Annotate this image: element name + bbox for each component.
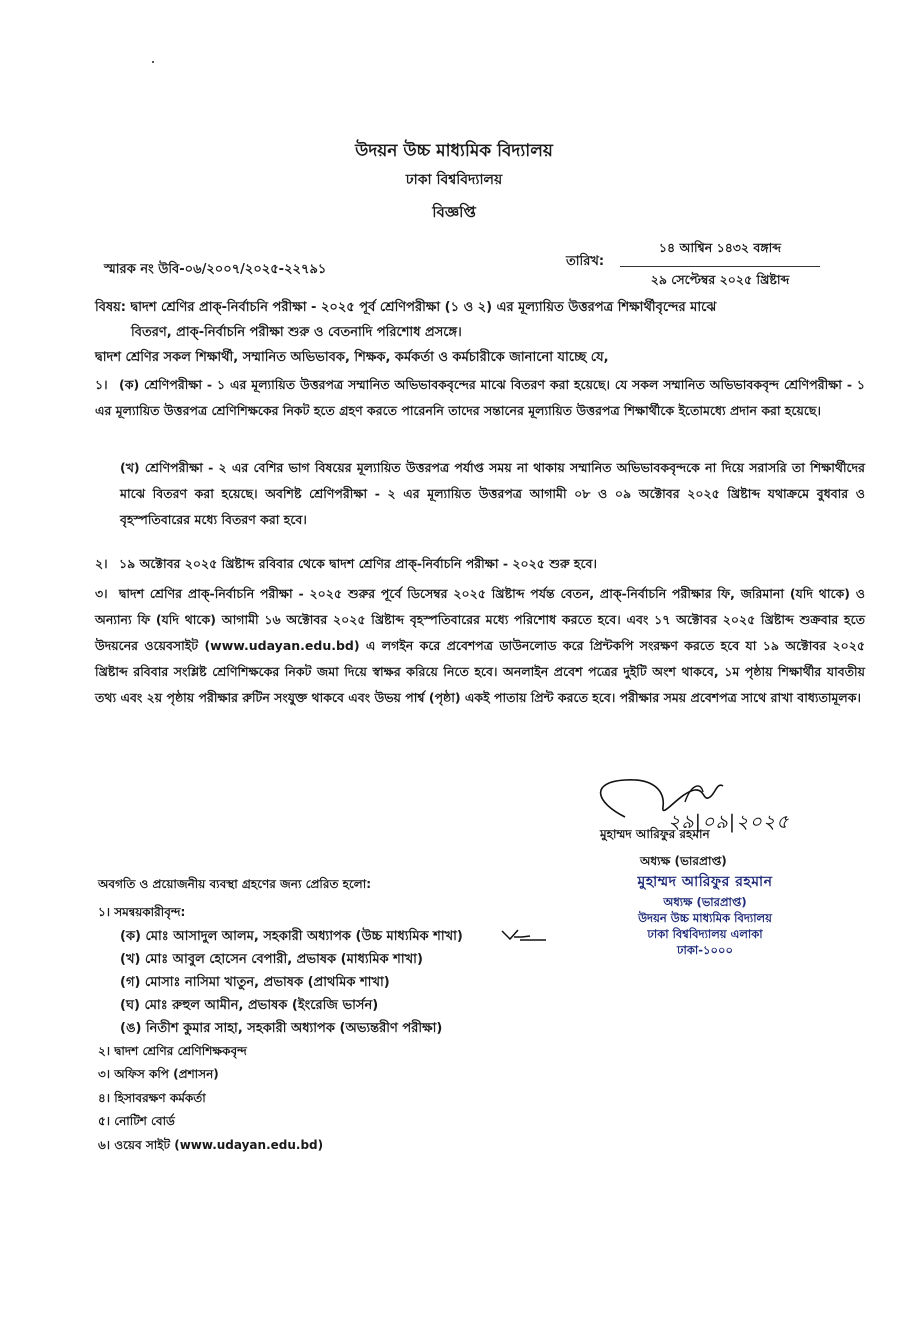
subject-line-1: বিষয়: দ্বাদশ শ্রেণির প্রাক্-নির্বাচনি পরীক্ষা - ২০২৫ পূর্ব শ্রেণিপরীক্ষা (১ ও ২) এর মূল্যায়িত উত্তরপত্র শিক্ষার্থীবৃন্দের মাঝে xyxy=(95,300,717,315)
item-number: ১। xyxy=(95,377,108,392)
distribution-item: ২। দ্বাদশ শ্রেণির শ্রেণিশিক্ষকবৃন্দ xyxy=(98,1044,247,1058)
distribution-item: ৩। অফিস কপি (প্রশাসন) xyxy=(98,1067,219,1081)
stamp-title: অধ্যক্ষ (ভারপ্রাপ্ত) xyxy=(663,895,747,909)
coordinators-label: ১। সমন্বয়কারীবৃন্দ: xyxy=(98,905,186,919)
signatory-name: মুহাম্মদ আরিফুর রহমান xyxy=(600,827,710,841)
coordinator-item: (খ) মোঃ আবুল হোসেন বেপারী, প্রভাষক (মাধ্যমিক শাখা) xyxy=(120,952,423,967)
intro-text: দ্বাদশ শ্রেণির সকল শিক্ষার্থী, সম্মানিত অভিভাবক, শিক্ষক, কর্মকর্তা ও কর্মচারীকে জানানো যাচ্ছে যে, xyxy=(95,350,609,365)
item-3 xyxy=(95,581,865,711)
item-2 xyxy=(95,551,865,577)
date-gregorian: ২৯ সেপ্টেম্বর ২০২৫ খ্রিষ্টাব্দ xyxy=(650,272,790,287)
coordinator-item: (ঘ) মোঃ রুহুল আমীন, প্রভাষক (ইংরেজি ভার্সন) xyxy=(120,998,379,1013)
speck xyxy=(152,61,154,63)
stamp-name: মুহাম্মদ আরিফুর রহমান xyxy=(637,874,773,890)
stamp-area: ঢাকা বিশ্ববিদ্যালয় এলাকা xyxy=(647,927,763,941)
stamp-city: ঢাকা-১০০০ xyxy=(677,943,733,957)
handwritten-initial xyxy=(500,925,550,945)
signatory-title: অধ্যক্ষ (ভারপ্রাপ্ত) xyxy=(640,854,727,868)
notice-title: বিজ্ঞপ্তি xyxy=(432,203,476,221)
distribution-item: ৫। নোটিশ বোর্ড xyxy=(98,1114,175,1128)
item-number: ৩। xyxy=(95,586,108,601)
distribution-item-website: ৬। ওয়েব সাইট (www.udayan.edu.bd) xyxy=(98,1138,324,1152)
stamp-school: উদয়ন উচ্চ মাধ্যমিক বিদ্যালয় xyxy=(638,911,772,925)
distribution-heading: অবগতি ও প্রয়োজনীয় ব্যবস্থা গ্রহণের জন্য প্রেরিত হলো: xyxy=(98,877,371,891)
university-name: ঢাকা বিশ্ববিদ্যালয় xyxy=(405,172,503,188)
subject-line-2: বিতরণ, প্রাক্-নির্বাচনি পরীক্ষা শুরু ও বেতনাদি পরিশোধ প্রসঙ্গে। xyxy=(131,325,462,340)
coordinator-item: (গ) মোসাঃ নাসিমা খাতুন, প্রভাষক (প্রাথমিক শাখা) xyxy=(120,975,390,990)
date-divider xyxy=(620,266,820,267)
official-stamp xyxy=(600,870,810,958)
school-name: উদয়ন উচ্চ মাধ্যমিক বিদ্যালয় xyxy=(355,141,553,161)
item-text: ১৯ অক্টোবর ২০২৫ খ্রিষ্টাব্দ রবিবার থেকে দ্বাদশ শ্রেণির প্রাক্-নির্বাচনি পরীক্ষা - ২০২৫ শুরু হবে। xyxy=(119,556,597,571)
item-1-sub-kha: (খ) শ্রেণিপরীক্ষা - ২ এর বেশির ভাগ বিষয়ের মূল্যায়িত উত্তরপত্র পর্যাপ্ত সময় না থাকায় সম্মানিত অভিভাবকবৃন্দকে না দিয়ে সরাসরি তা শিক্ষার্থীদের মাঝে বিতরণ করা হয়েছে। অবশিষ্ট শ্রেণিপরীক্ষা - ২ এর মূল্যায়িত উত্তরপত্র আগামী ০৮ ও ০৯ অক্টোবর ২০২৫ খ্রিষ্টাব্দ যথাক্রমে বুধবার ও বৃহস্পতিবারের মধ্যে বিতরণ করা হবে। xyxy=(120,460,865,527)
subject xyxy=(95,298,865,342)
item-text: (ক) শ্রেণিপরীক্ষা - ১ এর মূল্যায়িত উত্তরপত্র সম্মানিত অভিভাবকবৃন্দের মাঝে বিতরণ করা হয়েছে। যে সকল সম্মানিত অভিভাবকবৃন্দ শ্রেণিপরীক্ষা - ১ এর মূল্যায়িত উত্তরপত্র শ্রেণিশিক্ষকের নিকট হতে গ্রহণ করতে পারেননি তাদের সন্তানের মূল্যায়িত উত্তরপত্র শিক্ষার্থীকে ইতোমধ্যে প্রদান করা হয়েছে। xyxy=(95,377,865,418)
reference-number: স্মারক নং উবি-০৬/২০০৭/২০২৫-২২৭৯১ xyxy=(104,262,327,277)
coordinator-item: (ক) মোঃ আসাদুল আলম, সহকারী অধ্যাপক (উচ্চ মাধ্যমিক শাখা) xyxy=(120,929,463,944)
date-bangla: ১৪ আশ্বিন ১৪৩২ বঙ্গাব্দ xyxy=(658,240,782,255)
signature-date: ২৯|০৯|২০২৫ xyxy=(668,811,790,833)
coordinator-item: (ঙ) নিতীশ কুমার সাহা, সহকারী অধ্যাপক (অভ্যন্তরীণ পরীক্ষা) xyxy=(120,1021,443,1036)
distribution-item: ৪। হিসাবরক্ষণ কর্মকর্তা xyxy=(98,1091,206,1105)
date-label: তারিখ: xyxy=(566,254,605,269)
item-1 xyxy=(95,372,865,424)
date-block xyxy=(620,240,820,292)
item-number: ২। xyxy=(95,556,108,571)
item-text: দ্বাদশ শ্রেণির প্রাক্-নির্বাচনি পরীক্ষা - ২০২৫ শুরুর পূর্বে ডিসেম্বর ২০২৫ খ্রিষ্টাব্দ পর্যন্ত বেতন, প্রাক্-নির্বাচনি পরীক্ষার ফি, জরিমানা (যদি থাকে) ও অন্যান্য ফি (যদি থাকে) আগামী ১৬ অক্টোবর ২০২৫ খ্রিষ্টাব্দ বৃহস্পতিবারের মধ্যে পরিশোধ করতে হবে। এবং ১৭ অক্টোবর ২০২৫ খ্রিষ্টাব্দ শুক্রবার হতে উদয়নের ওয়েবসাইট (www.udayan.edu.bd) এ লগইন করে প্রবেশপত্র ডাউনলোড করে প্রিন্টকপি সংরক্ষণ করতে হবে যা ১৯ অক্টোবর ২০২৫ খ্রিষ্টাব্দ রবিবার সংশ্লিষ্ট শ্রেণিশিক্ষকের নিকট জমা দিয়ে স্বাক্ষর করিয়ে নিতে হবে। অনলাইন প্রবেশ পত্রের দুইটি অংশ থাকবে, ১ম পৃষ্ঠায় শিক্ষার্থীর যাবতীয় তথ্য এবং ২য় পৃষ্ঠায় পরীক্ষার রুটিন সংযুক্ত থাকবে এবং উভয় পার্শ্ব (পৃষ্ঠা) একই পাতায় প্রিন্ট করতে হবে। পরীক্ষার সময় প্রবেশপত্র সাথে রাখা বাধ্যতামূলক। xyxy=(95,586,865,705)
